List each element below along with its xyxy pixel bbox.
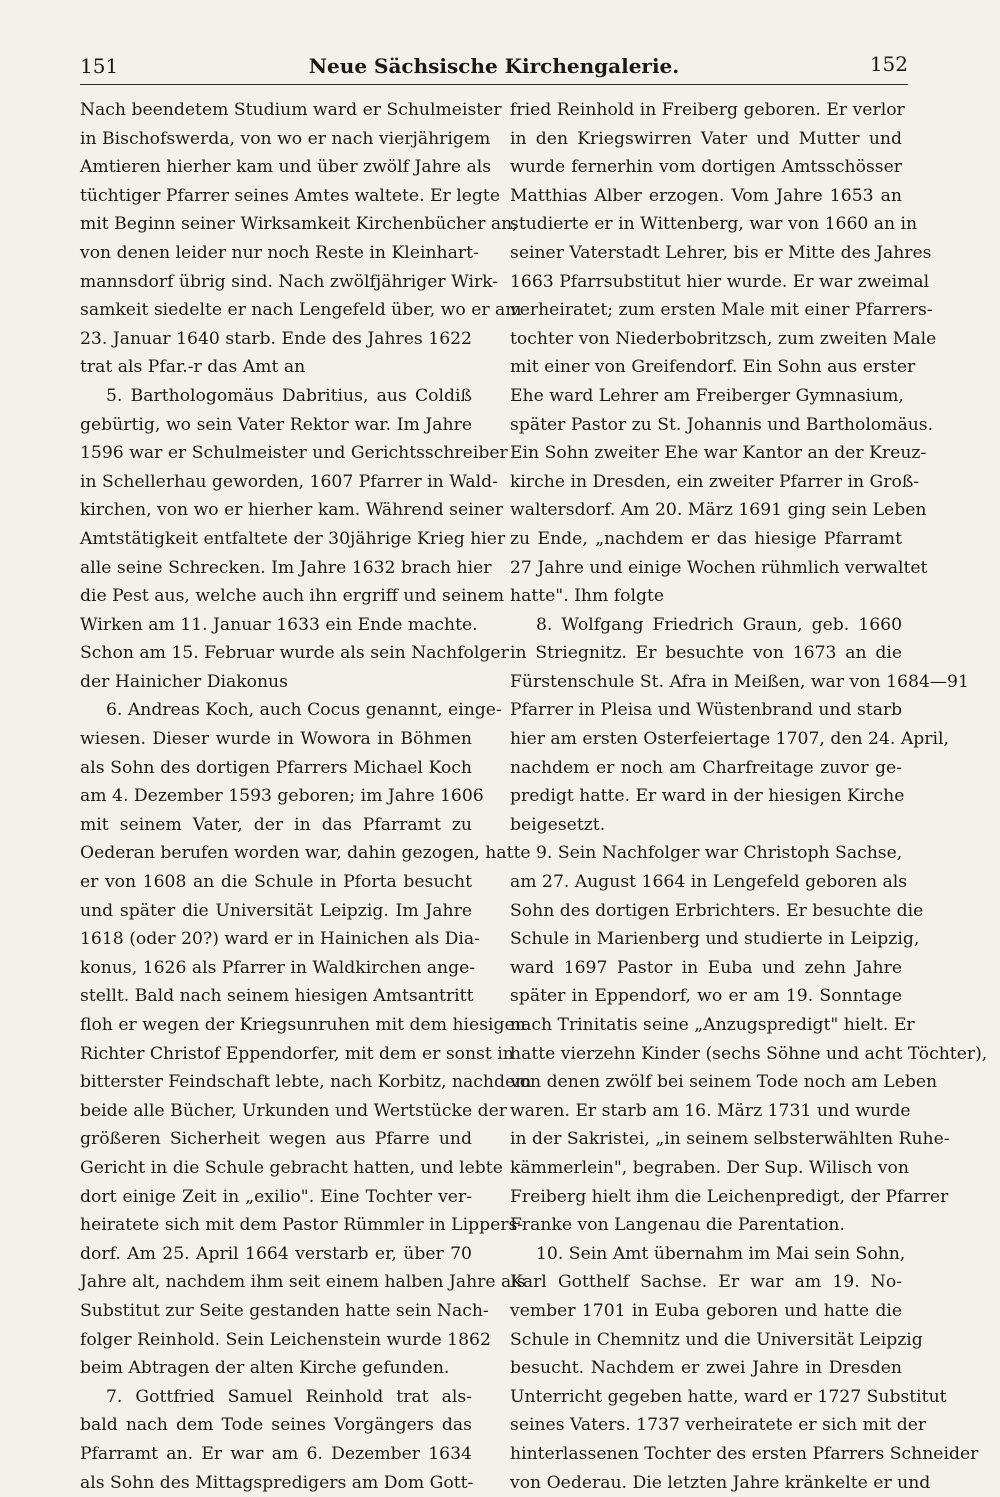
text-line: in der Sakristei, „in seinem selbsterwählten Ruhe- <box>510 1125 902 1154</box>
text-line: in den Kriegswirren Vater und Mutter und <box>510 125 902 154</box>
text-line: nachdem er noch am Charfreitage zuvor ge- <box>510 754 902 783</box>
text-line: mit Beginn seiner Wirksamkeit Kirchenbücher an, <box>80 210 472 239</box>
text-line: nach Trinitatis seine „Anzugspredigt" hielt. Er <box>510 1011 902 1040</box>
text-line: hier am ersten Osterfeiertage 1707, den 24. April, <box>510 725 902 754</box>
text-line: wurde fernerhin vom dortigen Amtsschösser <box>510 153 902 182</box>
text-line: stellt. Bald nach seinem hiesigen Amtsantritt <box>80 982 472 1011</box>
text-line: samkeit siedelte er nach Lengefeld über, wo er am <box>80 296 472 325</box>
text-line: gebürtig, wo sein Vater Rektor war. Im Jahre <box>80 411 472 440</box>
text-line: beigesetzt. <box>510 811 902 840</box>
text-line: in Striegnitz. Er besuchte von 1673 an die <box>510 639 902 668</box>
text-line: 23. Januar 1640 starb. Ende des Jahres 1622 <box>80 325 472 354</box>
text-line: hatte vierzehn Kinder (sechs Söhne und acht Töchter), <box>510 1040 902 1069</box>
text-line: beim Abtragen der alten Kirche gefunden. <box>80 1354 472 1383</box>
text-line: Ein Sohn zweiter Ehe war Kantor an der Kreuz- <box>510 439 902 468</box>
text-line: er von 1608 an die Schule in Pforta besucht <box>80 868 472 897</box>
text-line: 8. Wolfgang Friedrich Graun, geb. 1660 <box>510 611 902 640</box>
text-line: konus, 1626 als Pfarrer in Waldkirchen ange- <box>80 954 472 983</box>
text-line: bitterster Feindschaft lebte, nach Korbitz, nachdem <box>80 1068 472 1097</box>
text-line: besucht. Nachdem er zwei Jahre in Dresden <box>510 1354 902 1383</box>
text-line: fried Reinhold in Freiberg geboren. Er verlor <box>510 96 902 125</box>
page-number-right: 152 <box>870 52 908 76</box>
text-line: vember 1701 in Euba geboren und hatte die <box>510 1297 902 1326</box>
text-line: wiesen. Dieser wurde in Wowora in Böhmen <box>80 725 472 754</box>
text-line: predigt hatte. Er ward in der hiesigen Kirche <box>510 782 902 811</box>
text-line: 7. Gottfried Samuel Reinhold trat als- <box>80 1383 472 1412</box>
text-line: mit einer von Greifendorf. Ein Sohn aus erster <box>510 353 902 382</box>
text-line: mit seinem Vater, der in das Pfarramt zu <box>80 811 472 840</box>
text-line: studierte er in Wittenberg, war von 1660 an in <box>510 210 902 239</box>
text-line: seiner Vaterstadt Lehrer, bis er Mitte des Jahres <box>510 239 902 268</box>
text-line: Gericht in die Schule gebracht hatten, und lebte <box>80 1154 472 1183</box>
text-line: die Pest aus, welche auch ihn ergriff und seinem <box>80 582 472 611</box>
text-line: Schule in Marienberg und studierte in Leipzig, <box>510 925 902 954</box>
text-line: mannsdorf übrig sind. Nach zwölfjähriger Wirk- <box>80 268 472 297</box>
text-line: seines Vaters. 1737 verheiratete er sich mit der <box>510 1411 902 1440</box>
text-line: bald nach dem Tode seines Vorgängers das <box>80 1411 472 1440</box>
text-line: dorf. Am 25. April 1664 verstarb er, über 70 <box>80 1240 472 1269</box>
text-line: zu Ende, „nachdem er das hiesige Pfarramt <box>510 525 902 554</box>
text-line: Schule in Chemnitz und die Universität Leipzig <box>510 1326 902 1355</box>
text-line: Nach beendetem Studium ward er Schulmeister <box>80 96 472 125</box>
text-line: Fürstenschule St. Afra in Meißen, war von 1684—91 <box>510 668 902 697</box>
text-line: als Sohn des dortigen Pfarrers Michael Koch <box>80 754 472 783</box>
text-line: tochter von Niederbobritzsch, zum zweiten Male <box>510 325 902 354</box>
text-line: Pfarrer in Pleisa und Wüstenbrand und starb <box>510 696 902 725</box>
text-line: Amtstätigkeit entfaltete der 30jährige Krieg hier <box>80 525 472 554</box>
text-line: der Hainicher Diakonus <box>80 668 472 697</box>
text-line: hinterlassenen Tochter des ersten Pfarrers Schneider <box>510 1440 902 1469</box>
text-line: Franke von Langenau die Parentation. <box>510 1211 902 1240</box>
text-line: waltersdorf. Am 20. März 1691 ging sein Leben <box>510 496 902 525</box>
text-line: 1663 Pfarrsubstitut hier wurde. Er war zweimal <box>510 268 902 297</box>
text-line: 10. Sein Amt übernahm im Mai sein Sohn, <box>510 1240 902 1269</box>
text-line: Unterricht gegeben hatte, ward er 1727 Substitut <box>510 1383 902 1412</box>
text-line: alle seine Schrecken. Im Jahre 1632 brach hier <box>80 554 472 583</box>
text-line: tüchtiger Pfarrer seines Amtes waltete. Er legte <box>80 182 472 211</box>
text-line: kämmerlein", begraben. Der Sup. Wilisch von <box>510 1154 902 1183</box>
text-line: in Schellerhau geworden, 1607 Pfarrer in Wald- <box>80 468 472 497</box>
text-line: ward 1697 Pastor in Euba und zehn Jahre <box>510 954 902 983</box>
text-line: verheiratet; zum ersten Male mit einer Pfarrers- <box>510 296 902 325</box>
left-column <box>80 96 472 1346</box>
text-line: Substitut zur Seite gestanden hatte sein Nach- <box>80 1297 472 1326</box>
text-line: und später die Universität Leipzig. Im Jahre <box>80 897 472 926</box>
text-line: 27 Jahre und einige Wochen rühmlich verwaltet <box>510 554 902 583</box>
text-line: Karl Gotthelf Sachse. Er war am 19. No- <box>510 1268 902 1297</box>
page-header <box>80 50 908 84</box>
text-line: als Sohn des Mittagspredigers am Dom Gott- <box>80 1469 472 1497</box>
text-line: waren. Er starb am 16. März 1731 und wurde <box>510 1097 902 1126</box>
text-line: heiratete sich mit dem Pastor Rümmler in Lippers- <box>80 1211 472 1240</box>
text-line: am 27. August 1664 in Lengefeld geboren als <box>510 868 902 897</box>
text-line: Amtieren hierher kam und über zwölf Jahre als <box>80 153 472 182</box>
text-line: später in Eppendorf, wo er am 19. Sonntage <box>510 982 902 1011</box>
text-line: von Oederau. Die letzten Jahre kränkelte er und <box>510 1469 902 1497</box>
text-line: Jahre alt, nachdem ihm seit einem halben Jahre als <box>80 1268 472 1297</box>
text-line: beide alle Bücher, Urkunden und Wertstücke der <box>80 1097 472 1126</box>
header-rule <box>80 84 908 85</box>
text-line: 5. Barthologomäus Dabritius, aus Coldiß <box>80 382 472 411</box>
text-line: kirchen, von wo er hierher kam. Während seiner <box>80 496 472 525</box>
text-line: von denen zwölf bei seinem Tode noch am Leben <box>510 1068 902 1097</box>
text-line: kirche in Dresden, ein zweiter Pfarrer in Groß- <box>510 468 902 497</box>
text-line: Schon am 15. Februar wurde als sein Nachfolger <box>80 639 472 668</box>
text-line: am 4. Dezember 1593 geboren; im Jahre 1606 <box>80 782 472 811</box>
text-line: in Bischofswerda, von wo er nach vierjährigem <box>80 125 472 154</box>
text-line: Richter Christof Eppendorfer, mit dem er sonst in <box>80 1040 472 1069</box>
text-line: Matthias Alber erzogen. Vom Jahre 1653 an <box>510 182 902 211</box>
right-column <box>510 96 902 1346</box>
text-line: 9. Sein Nachfolger war Christoph Sachse, <box>510 839 902 868</box>
page-number-left: 151 <box>80 54 118 78</box>
running-title: Neue Sächsische Kirchengalerie. <box>80 54 908 78</box>
text-line: später Pastor zu St. Johannis und Bartholomäus. <box>510 411 902 440</box>
text-line: floh er wegen der Kriegsunruhen mit dem hiesigen <box>80 1011 472 1040</box>
text-line: Wirken am 11. Januar 1633 ein Ende machte. <box>80 611 472 640</box>
text-line: größeren Sicherheit wegen aus Pfarre und <box>80 1125 472 1154</box>
text-line: hatte". Ihm folgte <box>510 582 902 611</box>
text-line: folger Reinhold. Sein Leichenstein wurde 1862 <box>80 1326 472 1355</box>
text-line: Sohn des dortigen Erbrichters. Er besuchte die <box>510 897 902 926</box>
text-line: 1596 war er Schulmeister und Gerichtsschreiber <box>80 439 472 468</box>
text-line: Freiberg hielt ihm die Leichenpredigt, der Pfarrer <box>510 1183 902 1212</box>
text-line: Oederan berufen worden war, dahin gezogen, hatte <box>80 839 472 868</box>
text-line: 1618 (oder 20?) ward er in Hainichen als Dia- <box>80 925 472 954</box>
text-line: dort einige Zeit in „exilio". Eine Tochter ver- <box>80 1183 472 1212</box>
text-line: trat als Pfar.-r das Amt an <box>80 353 472 382</box>
text-line: 6. Andreas Koch, auch Cocus genannt, einge- <box>80 696 472 725</box>
text-line: Pfarramt an. Er war am 6. Dezember 1634 <box>80 1440 472 1469</box>
text-line: Ehe ward Lehrer am Freiberger Gymnasium, <box>510 382 902 411</box>
text-line: von denen leider nur noch Reste in Kleinhart- <box>80 239 472 268</box>
